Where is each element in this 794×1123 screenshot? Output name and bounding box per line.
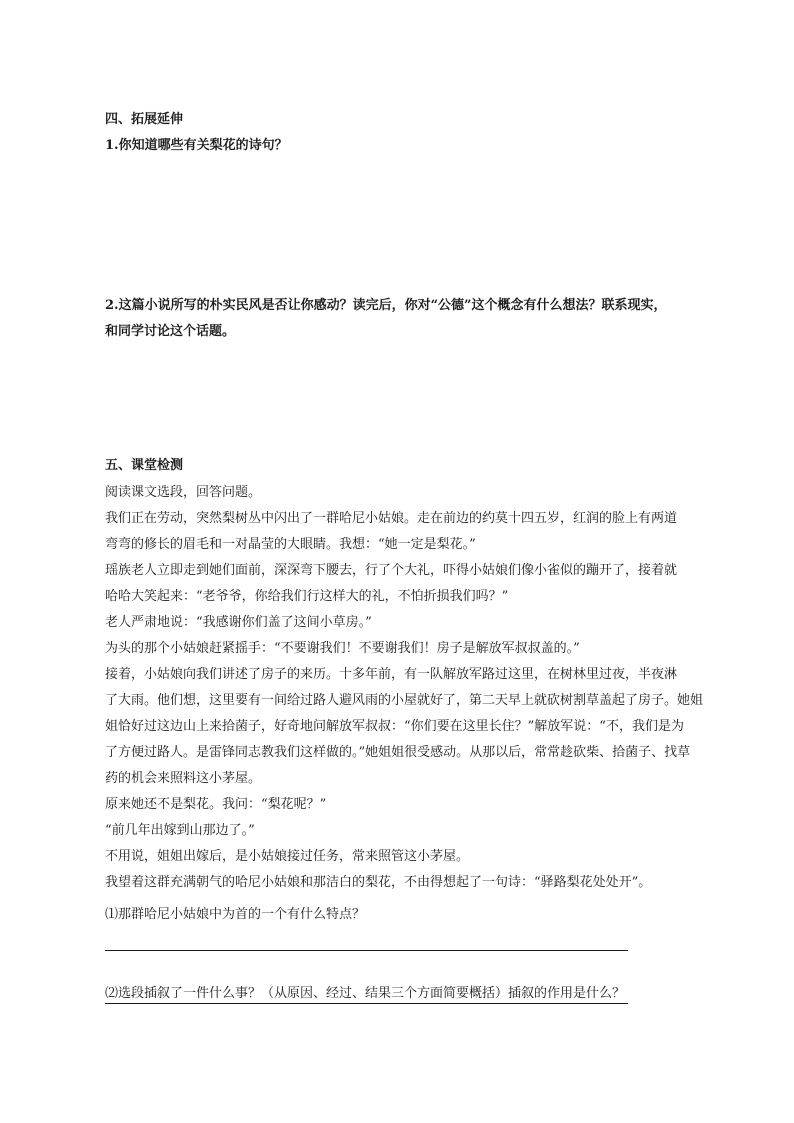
passage-line: 老人严肃地说：“我感谢你们盖了这间小草房。” xyxy=(105,615,372,630)
passage-line: 接着，小姑娘向我们讲述了房子的来历。十多年前，有一队解放军路过这里，在树林里过夜，半夜淋 xyxy=(105,667,678,682)
passage-line: 为头的那个小姑娘赶紧摇手：“不要谢我们！不要谢我们！房子是解放军叔叔盖的。” xyxy=(105,641,580,656)
passage-line: 我望着这群充满朝气的哈尼小姑娘和那洁白的梨花，不由得想起了一句诗：“驿路梨花处处开”。 xyxy=(105,875,652,890)
section5-heading: 五、课堂检测 xyxy=(105,458,184,473)
passage-line: 我们正在劳动，突然梨树丛中闪出了一群哈尼小姑娘。走在前边的约莫十四五岁，红润的脸上有两道 xyxy=(105,511,678,526)
section4-heading: 四、拓展延伸 xyxy=(105,112,184,127)
answer-blank-1[interactable] xyxy=(105,950,628,951)
passage-line: 药的机会来照料这小茅屋。 xyxy=(105,771,262,786)
section4-question-2-line-1: 2.这篇小说所写的朴实民风是否让你感动？读完后，你对“公德”这个概念有什么想法？联系现实， xyxy=(105,298,667,313)
passage-line: 姐恰好过这边山上来拾菌子，好奇地问解放军叔叔：“你们要在这里长住？”解放军说：“不，我们是为 xyxy=(105,719,684,734)
section5-instruction: 阅读课文选段，回答问题。 xyxy=(105,485,262,500)
passage-line: 瑶族老人立即走到她们面前，深深弯下腰去，行了个大礼，吓得小姑娘们像小雀似的蹦开了，接着就 xyxy=(105,563,678,578)
section5-question-2: ⑵选段插叙了一件什么事？（从原因、经过、结果三个方面简要概括）插叙的作用是什么？ xyxy=(105,986,626,1001)
section5-question-1: ⑴那群哈尼小姑娘中为首的一个有什么特点？ xyxy=(105,907,366,922)
passage-line: 弯弯的修长的眉毛和一对晶莹的大眼睛。我想：“她一定是梨花。” xyxy=(105,537,476,552)
passage-line: 了方便过路人。是雷锋同志教我们这样做的。”她姐姐很受感动。从那以后，常常趁砍柴、拾菌子、找草 xyxy=(105,745,691,760)
passage-line: 原来她还不是梨花。我问：“梨花呢？” xyxy=(105,797,327,812)
section4-question-1: 1.你知道哪些有关梨花的诗句？ xyxy=(105,138,288,153)
passage-line: 哈哈大笑起来：“老爷爷，你给我们行这样大的礼，不怕折损我们吗？” xyxy=(105,589,509,604)
section4-question-2-line-2: 和同学讨论这个话题。 xyxy=(105,324,236,339)
passage-line: 了大雨。他们想，这里要有一间给过路人避风雨的小屋就好了，第二天早上就砍树割草盖起了房子。她姐 xyxy=(105,693,704,708)
passage-line: 不用说，姐姐出嫁后，是小姑娘接过任务，常来照管这小茅屋。 xyxy=(105,849,470,864)
answer-blank-2[interactable] xyxy=(105,1003,628,1004)
passage-line: “前几年出嫁到山那边了。” xyxy=(105,823,255,838)
